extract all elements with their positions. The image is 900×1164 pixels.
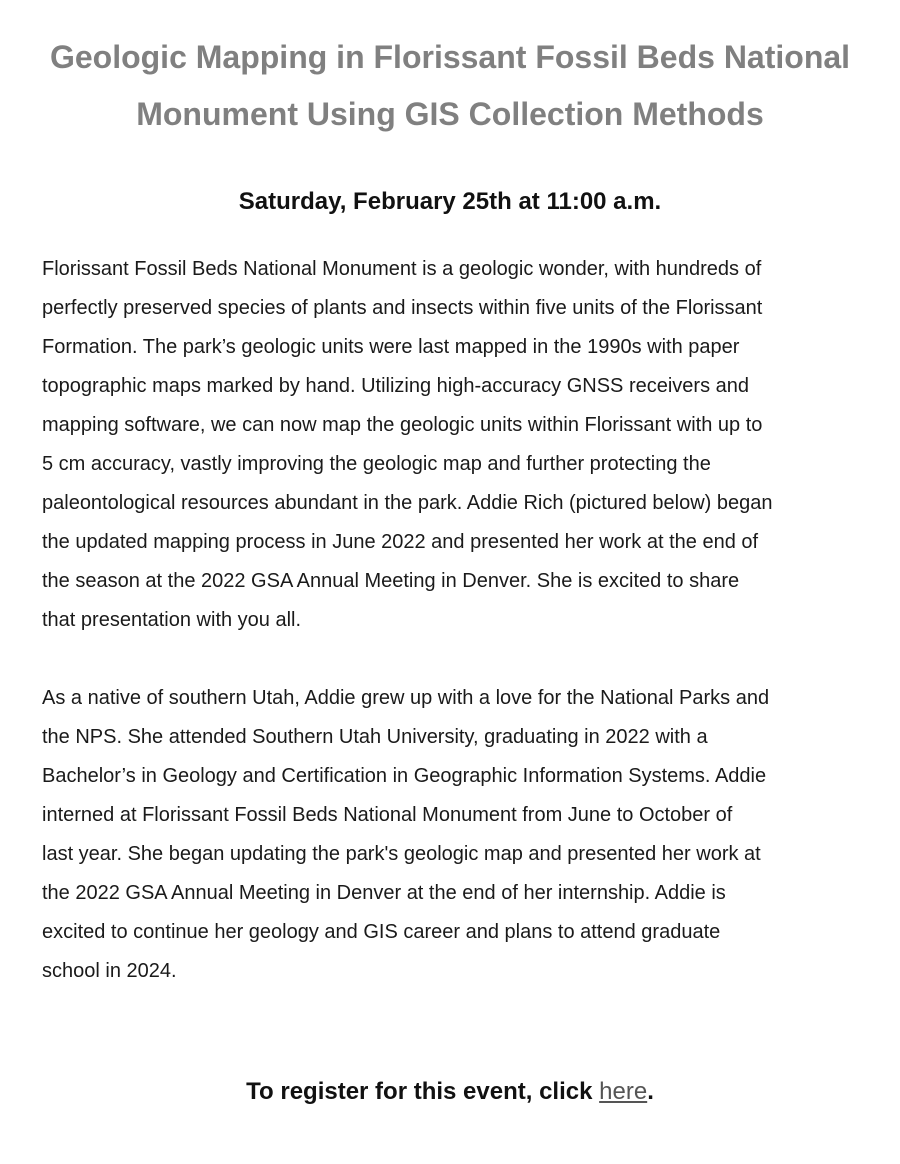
paragraph-line: paleontological resources abundant in the park. Addie Rich (pictured below) began bbox=[42, 492, 773, 514]
paragraph-line: Formation. The park’s geologic units were last mapped in the 1990s with paper bbox=[42, 336, 740, 358]
paragraph-line: perfectly preserved species of plants and insects within five units of the Florissant bbox=[42, 297, 763, 319]
paragraph-line: last year. She began updating the park's geologic map and presented her work at bbox=[42, 843, 761, 865]
speaker-bio-paragraph bbox=[42, 679, 882, 991]
paragraph-line: topographic maps marked by hand. Utilizing high-accuracy GNSS receivers and bbox=[42, 375, 750, 397]
paragraph-line: mapping software, we can now map the geologic units within Florissant with up to bbox=[42, 414, 763, 436]
paragraph-line: the season at the 2022 GSA Annual Meeting in Denver. She is excited to share bbox=[42, 570, 740, 592]
register-prefix: To register for this event, click bbox=[246, 1078, 600, 1105]
register-suffix: . bbox=[647, 1078, 654, 1105]
page-title bbox=[20, 29, 880, 143]
paragraph-line: 5 cm accuracy, vastly improving the geologic map and further protecting the bbox=[42, 453, 711, 475]
title-line-1: Geologic Mapping in Florissant Fossil Beds National bbox=[49, 39, 851, 75]
paragraph-line: the NPS. She attended Southern Utah University, graduating in 2022 with a bbox=[42, 726, 708, 748]
register-link[interactable]: here bbox=[599, 1078, 648, 1105]
paragraph-line: school in 2024. bbox=[42, 960, 177, 982]
paragraph-line: the 2022 GSA Annual Meeting in Denver at the end of her internship. Addie is bbox=[42, 882, 726, 904]
paragraph-line: interned at Florissant Fossil Beds National Monument from June to October of bbox=[42, 804, 733, 826]
paragraph-line: As a native of southern Utah, Addie grew up with a love for the National Parks and bbox=[42, 687, 770, 709]
paragraph-line: Bachelor’s in Geology and Certification in Geographic Information Systems. Addie bbox=[42, 765, 767, 787]
paragraph-line: the updated mapping process in June 2022 and presented her work at the end of bbox=[42, 531, 759, 553]
description-paragraph bbox=[42, 250, 882, 640]
event-date: Saturday, February 25th at 11:00 a.m. bbox=[238, 188, 662, 215]
paragraph-line: that presentation with you all. bbox=[42, 609, 302, 631]
paragraph-line: Florissant Fossil Beds National Monument is a geologic wonder, with hundreds of bbox=[42, 258, 762, 280]
register-callout bbox=[0, 1076, 900, 1108]
title-line-2: Monument Using GIS Collection Methods bbox=[136, 96, 764, 132]
paragraph-line: excited to continue her geology and GIS career and plans to attend graduate bbox=[42, 921, 721, 943]
